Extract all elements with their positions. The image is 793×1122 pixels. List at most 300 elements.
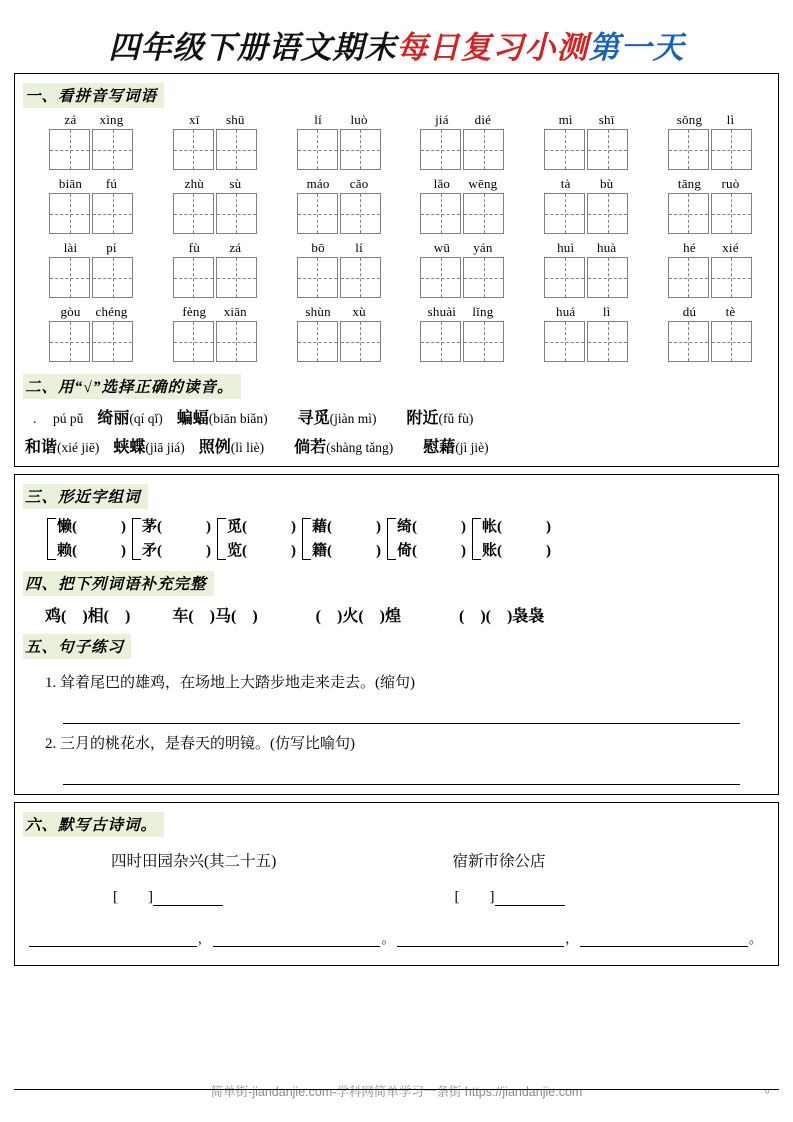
poem-author-bracket-1[interactable]	[43, 885, 407, 906]
pinyin-cells	[49, 193, 133, 234]
character-label: 帐(	[482, 519, 502, 535]
pinyin-syllable: luò	[350, 112, 368, 127]
tianzige-box[interactable]	[297, 321, 338, 362]
pinyin-syllable: lài	[63, 240, 78, 255]
character-label: 览(	[227, 543, 247, 559]
pinyin-labels	[669, 176, 751, 193]
pinyin-syllable: dú	[682, 304, 697, 319]
tianzige-box[interactable]	[420, 193, 461, 234]
tianzige-box[interactable]	[49, 193, 90, 234]
pinyin-word-group	[668, 112, 752, 170]
character-label: 绮(	[397, 519, 417, 535]
verse-blank-2b[interactable]	[580, 931, 748, 947]
pinyin-labels	[421, 240, 503, 257]
tianzige-box[interactable]	[297, 129, 338, 170]
pair-words	[57, 515, 126, 563]
title-part-black: 四年级下册语文期末	[108, 30, 397, 65]
poem-author-left	[43, 875, 407, 906]
tianzige-box[interactable]	[544, 257, 585, 298]
section2-line-2	[23, 434, 770, 457]
pinyin-syllable: bù	[599, 176, 614, 191]
pinyin-labels	[50, 304, 132, 321]
close-paren: )	[121, 543, 126, 559]
pinyin-cells	[668, 193, 752, 234]
pinyin-syllable: lǎo	[433, 176, 451, 191]
pinyin-syllable: huá	[556, 304, 576, 319]
section2-heading: 二、用“√”选择正确的读音。	[23, 374, 241, 399]
title-part-blue: 第一天	[588, 30, 685, 65]
character-blank-bottom[interactable]	[482, 539, 551, 563]
poem-verse-row	[23, 928, 770, 947]
pinyin-cells	[297, 129, 381, 170]
pronunciation-options[interactable]: (xié jiē)	[57, 440, 100, 455]
tianzige-box[interactable]	[173, 193, 214, 234]
pinyin-word-group	[49, 304, 133, 362]
pinyin-syllable: xiān	[223, 304, 247, 319]
bottom-corner-mark: 。	[764, 1081, 777, 1095]
character-blank-bottom[interactable]	[142, 539, 211, 563]
tianzige-box[interactable]	[297, 257, 338, 298]
tianzige-box[interactable]	[49, 257, 90, 298]
poem-author-blank-2[interactable]	[495, 892, 565, 906]
pinyin-syllable: lí	[355, 240, 363, 255]
watermark-text: 简单街-jiandanjie.com-学科网简单学习一条街 https://jiandanjie.com	[210, 1085, 583, 1099]
pinyin-word-group	[173, 304, 257, 362]
section6-heading: 六、默写古诗词。	[23, 812, 164, 837]
pinyin-labels	[545, 240, 627, 257]
pronunciation-word: 慰藉	[423, 439, 456, 456]
pinyin-syllable: tè	[725, 304, 736, 319]
section5-question-1: 1. 耸着尾巴的雄鸡，在场地上大踏步地走来走去。(缩句)	[45, 675, 415, 691]
tianzige-box[interactable]	[420, 257, 461, 298]
pinyin-syllable: fù	[188, 240, 200, 255]
pinyin-labels	[50, 112, 132, 129]
similar-character-exercise	[23, 515, 770, 563]
bottom-divider	[14, 1089, 779, 1090]
tianzige-box[interactable]	[173, 129, 214, 170]
pinyin-cells	[297, 193, 381, 234]
pinyin-syllable: biān	[58, 176, 83, 191]
character-label: 懒(	[57, 519, 77, 535]
pinyin-word-group	[297, 240, 381, 298]
pinyin-word-group	[544, 112, 628, 170]
tianzige-box[interactable]	[49, 129, 90, 170]
pinyin-word-group	[544, 176, 628, 234]
poem-author-blank-1[interactable]	[153, 892, 223, 906]
pinyin-syllable: sǒng	[676, 112, 703, 127]
pinyin-word-group	[668, 176, 752, 234]
pinyin-word-group	[420, 112, 504, 170]
tianzige-box[interactable]	[668, 129, 709, 170]
pinyin-syllable: lí	[314, 112, 322, 127]
verse-blank-2a[interactable]	[397, 931, 565, 947]
pinyin-labels	[669, 304, 751, 321]
pronunciation-word: 附近	[406, 410, 439, 427]
poem-author-right	[407, 875, 771, 906]
pinyin-syllable: cǎo	[349, 176, 369, 191]
pinyin-labels	[298, 240, 380, 257]
pinyin-labels	[669, 240, 751, 257]
pinyin-cells	[420, 321, 504, 362]
close-paren: )	[206, 519, 211, 535]
pinyin-cells	[668, 257, 752, 298]
tianzige-box[interactable]	[92, 129, 133, 170]
pinyin-labels	[545, 304, 627, 321]
section2-lead-dot: .	[33, 412, 37, 427]
tianzige-box[interactable]	[587, 193, 628, 234]
pinyin-word-group	[420, 240, 504, 298]
character-label: 觅(	[227, 519, 247, 535]
pinyin-word-group	[297, 304, 381, 362]
pinyin-cells	[173, 129, 257, 170]
pinyin-labels	[669, 112, 751, 129]
pinyin-cells	[173, 257, 257, 298]
pinyin-word-group	[668, 240, 752, 298]
pinyin-syllable: shuài	[427, 304, 457, 319]
idiom-blank-item[interactable]: ( )火( )煌	[315, 608, 401, 625]
pinyin-syllable: zá	[64, 112, 77, 127]
pinyin-syllable: gòu	[60, 304, 81, 319]
character-label: 赖(	[57, 543, 77, 559]
tianzige-box[interactable]	[340, 193, 381, 234]
pinyin-labels	[50, 176, 132, 193]
tianzige-box[interactable]	[216, 193, 257, 234]
character-blank-top[interactable]	[397, 515, 466, 539]
pinyin-labels	[174, 112, 256, 129]
character-blank-bottom[interactable]	[227, 539, 296, 563]
tianzige-box[interactable]	[297, 193, 338, 234]
pinyin-syllable: lì	[602, 304, 611, 319]
pronunciation-options[interactable]: (fǔ fù)	[438, 411, 474, 426]
pronunciation-word: 蝙蝠	[176, 410, 209, 427]
pinyin-syllable: dié	[474, 112, 492, 127]
pinyin-word-group	[297, 112, 381, 170]
panel-section-1-2	[14, 73, 779, 467]
pinyin-labels	[545, 176, 627, 193]
pronunciation-options[interactable]: (jì jiè)	[455, 440, 489, 455]
poem-author-row	[23, 875, 770, 906]
tianzige-box[interactable]	[711, 321, 752, 362]
character-blank-top[interactable]	[142, 515, 211, 539]
verse-blank-1a[interactable]	[29, 931, 197, 947]
tianzige-box[interactable]	[668, 193, 709, 234]
section5-question-2: 2. 三月的桃花水，是春天的明镜。(仿写比喻句)	[45, 736, 355, 752]
pinyin-cells	[49, 129, 133, 170]
tianzige-box[interactable]	[49, 321, 90, 362]
close-paren: )	[291, 519, 296, 535]
pinyin-cells	[420, 193, 504, 234]
pinyin-syllable: wēng	[468, 176, 498, 191]
pinyin-cells	[668, 129, 752, 170]
pronunciation-word: 寻觅	[297, 410, 330, 427]
pinyin-syllable: mì	[558, 112, 573, 127]
pinyin-row	[23, 176, 770, 234]
panel-section-6	[14, 802, 779, 966]
close-paren: )	[206, 543, 211, 559]
pinyin-cells	[668, 321, 752, 362]
pinyin-word-group	[49, 240, 133, 298]
tianzige-box[interactable]	[216, 321, 257, 362]
pinyin-cells	[297, 257, 381, 298]
pronunciation-options[interactable]: (shàng tǎng)	[326, 440, 394, 455]
pinyin-labels	[421, 304, 503, 321]
character-label: 藉(	[312, 519, 332, 535]
pinyin-syllable: lì	[726, 112, 735, 127]
character-label: 籍(	[312, 543, 332, 559]
poem-title-1: 四时田园杂兴(其二十五)	[111, 853, 277, 870]
pinyin-word-group	[668, 304, 752, 362]
pinyin-syllable: ruò	[721, 176, 740, 191]
pinyin-exercise	[23, 112, 770, 362]
tianzige-box[interactable]	[463, 321, 504, 362]
tianzige-box[interactable]	[463, 193, 504, 234]
pinyin-syllable: xié	[722, 240, 739, 255]
character-pair	[217, 515, 296, 563]
bracket-icon	[387, 518, 396, 560]
pinyin-syllable: huì	[557, 240, 575, 255]
tianzige-box[interactable]	[340, 129, 381, 170]
tianzige-box[interactable]	[544, 321, 585, 362]
tianzige-box[interactable]	[216, 257, 257, 298]
section5-answer-line-1[interactable]	[63, 696, 740, 724]
tianzige-box[interactable]	[216, 129, 257, 170]
pinyin-cells	[297, 321, 381, 362]
pair-words	[312, 515, 381, 563]
verse-comma-2: ，	[565, 931, 579, 946]
verse-half-right	[397, 928, 765, 947]
pinyin-syllable: shī	[598, 112, 615, 127]
pinyin-row	[23, 304, 770, 362]
tianzige-box[interactable]	[463, 257, 504, 298]
bracket-icon	[132, 518, 141, 560]
close-paren: )	[461, 543, 466, 559]
character-blank-bottom[interactable]	[312, 539, 381, 563]
pinyin-word-group	[420, 176, 504, 234]
character-pair	[302, 515, 381, 563]
verse-period-2: 。	[748, 931, 762, 946]
section5-heading: 五、句子练习	[23, 634, 131, 659]
idiom-blank-item[interactable]: 鸡( )相( )	[45, 608, 131, 625]
close-paren: )	[376, 543, 381, 559]
pronunciation-options[interactable]: pú pǔ	[53, 411, 84, 426]
character-blank-top[interactable]	[482, 515, 551, 539]
poem-title-row	[23, 849, 770, 871]
tianzige-box[interactable]	[420, 321, 461, 362]
poem-column-left	[43, 849, 407, 871]
pinyin-cells	[544, 129, 628, 170]
pair-words	[397, 515, 466, 563]
pinyin-syllable: xī	[189, 112, 200, 127]
pair-words	[227, 515, 296, 563]
character-blank-top[interactable]	[312, 515, 381, 539]
pinyin-labels	[421, 176, 503, 193]
tianzige-box[interactable]	[711, 129, 752, 170]
pinyin-word-group	[173, 240, 257, 298]
pronunciation-options[interactable]: (biān biǎn)	[208, 411, 268, 426]
bracket-icon	[217, 518, 226, 560]
pronunciation-word: 蛱蝶	[113, 439, 146, 456]
pinyin-syllable: yán	[473, 240, 493, 255]
tianzige-box[interactable]	[463, 129, 504, 170]
pair-words	[142, 515, 211, 563]
tianzige-box[interactable]	[544, 193, 585, 234]
pinyin-labels	[50, 240, 132, 257]
pinyin-syllable: lǐng	[472, 304, 494, 319]
pinyin-syllable: shùn	[305, 304, 331, 319]
pinyin-cells	[544, 257, 628, 298]
pinyin-word-group	[49, 112, 133, 170]
tianzige-box[interactable]	[420, 129, 461, 170]
pinyin-word-group	[297, 176, 381, 234]
character-pair	[132, 515, 211, 563]
pronunciation-word: 照例	[198, 439, 231, 456]
pinyin-word-group	[544, 304, 628, 362]
pinyin-syllable: tāng	[677, 176, 702, 191]
tianzige-box[interactable]	[92, 321, 133, 362]
pinyin-syllable: sù	[229, 176, 242, 191]
character-blank-top[interactable]	[57, 515, 126, 539]
character-blank-bottom[interactable]	[57, 539, 126, 563]
close-paren: )	[291, 543, 296, 559]
tianzige-box[interactable]	[92, 193, 133, 234]
pinyin-word-group	[420, 304, 504, 362]
pinyin-syllable: zhù	[184, 176, 204, 191]
tianzige-box[interactable]	[587, 321, 628, 362]
bracket-icon	[47, 518, 56, 560]
pinyin-syllable: wū	[433, 240, 451, 255]
title-part-red: 每日复习小测	[396, 30, 589, 65]
tianzige-box[interactable]	[668, 257, 709, 298]
character-label: 矛(	[142, 543, 162, 559]
pinyin-syllable: xù	[352, 304, 366, 319]
pronunciation-options[interactable]: (lì liè)	[230, 440, 265, 455]
character-pair	[472, 515, 551, 563]
pinyin-syllable: hé	[683, 240, 696, 255]
character-pair	[387, 515, 466, 563]
section2-line-1	[23, 405, 770, 428]
character-blank-top[interactable]	[227, 515, 296, 539]
close-paren: )	[546, 519, 551, 535]
tianzige-box[interactable]	[544, 129, 585, 170]
pinyin-labels	[174, 240, 256, 257]
pinyin-row	[23, 112, 770, 170]
pinyin-row	[23, 240, 770, 298]
pinyin-word-group	[49, 176, 133, 234]
pair-words	[482, 515, 551, 563]
pinyin-syllable: fú	[105, 176, 118, 191]
pronunciation-word: 倘若	[294, 439, 327, 456]
tianzige-box[interactable]	[668, 321, 709, 362]
page-title	[0, 0, 793, 73]
character-label: 账(	[482, 543, 502, 559]
pinyin-labels	[174, 176, 256, 193]
pinyin-cells	[49, 257, 133, 298]
pronunciation-word: 和谐	[25, 439, 58, 456]
tianzige-box[interactable]	[173, 257, 214, 298]
tianzige-box[interactable]	[711, 257, 752, 298]
pinyin-syllable: jiá	[435, 112, 449, 127]
pinyin-syllable: chéng	[95, 304, 128, 319]
tianzige-box[interactable]	[711, 193, 752, 234]
pinyin-syllable: shū	[225, 112, 245, 127]
pinyin-cells	[173, 193, 257, 234]
pronunciation-word: 绮丽	[97, 410, 130, 427]
poem-bracket-text-1: [ ]	[113, 889, 153, 905]
poem-column-right	[407, 849, 771, 871]
verse-period-1: 。	[381, 931, 395, 946]
panel-section-3-4-5	[14, 474, 779, 795]
character-pair	[47, 515, 126, 563]
close-paren: )	[376, 519, 381, 535]
verse-comma-1: ，	[197, 931, 211, 946]
pronunciation-options[interactable]: (jiàn mì)	[329, 411, 377, 426]
character-label: 倚(	[397, 543, 417, 559]
pinyin-word-group	[173, 176, 257, 234]
close-paren: )	[121, 519, 126, 535]
pinyin-labels	[298, 176, 380, 193]
poem-title-2: 宿新市徐公店	[452, 853, 546, 870]
pinyin-labels	[174, 304, 256, 321]
pinyin-cells	[544, 321, 628, 362]
pronunciation-options[interactable]: (qí qǐ)	[129, 411, 163, 426]
pinyin-cells	[49, 321, 133, 362]
pinyin-syllable: xìng	[99, 112, 124, 127]
poem-author-bracket-2[interactable]	[407, 885, 771, 906]
tianzige-box[interactable]	[340, 257, 381, 298]
section5-answer-line-2[interactable]	[63, 757, 740, 785]
tianzige-box[interactable]	[173, 321, 214, 362]
pinyin-syllable: zá	[229, 240, 242, 255]
character-blank-bottom[interactable]	[397, 539, 466, 563]
tianzige-box[interactable]	[587, 257, 628, 298]
idiom-blank-item[interactable]: ( )( )袅袅	[458, 608, 545, 625]
pinyin-cells	[420, 257, 504, 298]
idiom-completion-exercise	[23, 603, 770, 626]
section1-heading: 一、看拼音写词语	[23, 83, 164, 108]
bracket-icon	[302, 518, 311, 560]
pinyin-cells	[420, 129, 504, 170]
pinyin-cells	[544, 193, 628, 234]
pinyin-syllable: fèng	[182, 304, 207, 319]
bracket-icon	[472, 518, 481, 560]
poem-bracket-text-2: [ ]	[454, 889, 495, 905]
pinyin-syllable: pí	[106, 240, 117, 255]
tianzige-box[interactable]	[340, 321, 381, 362]
verse-half-left	[29, 928, 397, 947]
close-paren: )	[461, 519, 466, 535]
pinyin-syllable: máo	[306, 176, 330, 191]
pinyin-labels	[298, 304, 380, 321]
pinyin-syllable: tà	[560, 176, 571, 191]
pinyin-syllable: bō	[311, 240, 325, 255]
pinyin-cells	[173, 321, 257, 362]
pinyin-word-group	[544, 240, 628, 298]
tianzige-box[interactable]	[92, 257, 133, 298]
close-paren: )	[546, 543, 551, 559]
pinyin-labels	[421, 112, 503, 129]
pinyin-word-group	[173, 112, 257, 170]
pinyin-syllable: huà	[597, 240, 617, 255]
pinyin-labels	[298, 112, 380, 129]
section4-heading: 四、把下列词语补充完整	[23, 571, 214, 596]
pinyin-labels	[545, 112, 627, 129]
section3-heading: 三、形近字组词	[23, 484, 148, 509]
tianzige-box[interactable]	[587, 129, 628, 170]
idiom-blank-item[interactable]: 车( )马( )	[172, 608, 258, 625]
character-label: 茅(	[142, 519, 162, 535]
pronunciation-options[interactable]: (jiā jiá)	[145, 440, 185, 455]
verse-blank-1b[interactable]	[213, 931, 381, 947]
